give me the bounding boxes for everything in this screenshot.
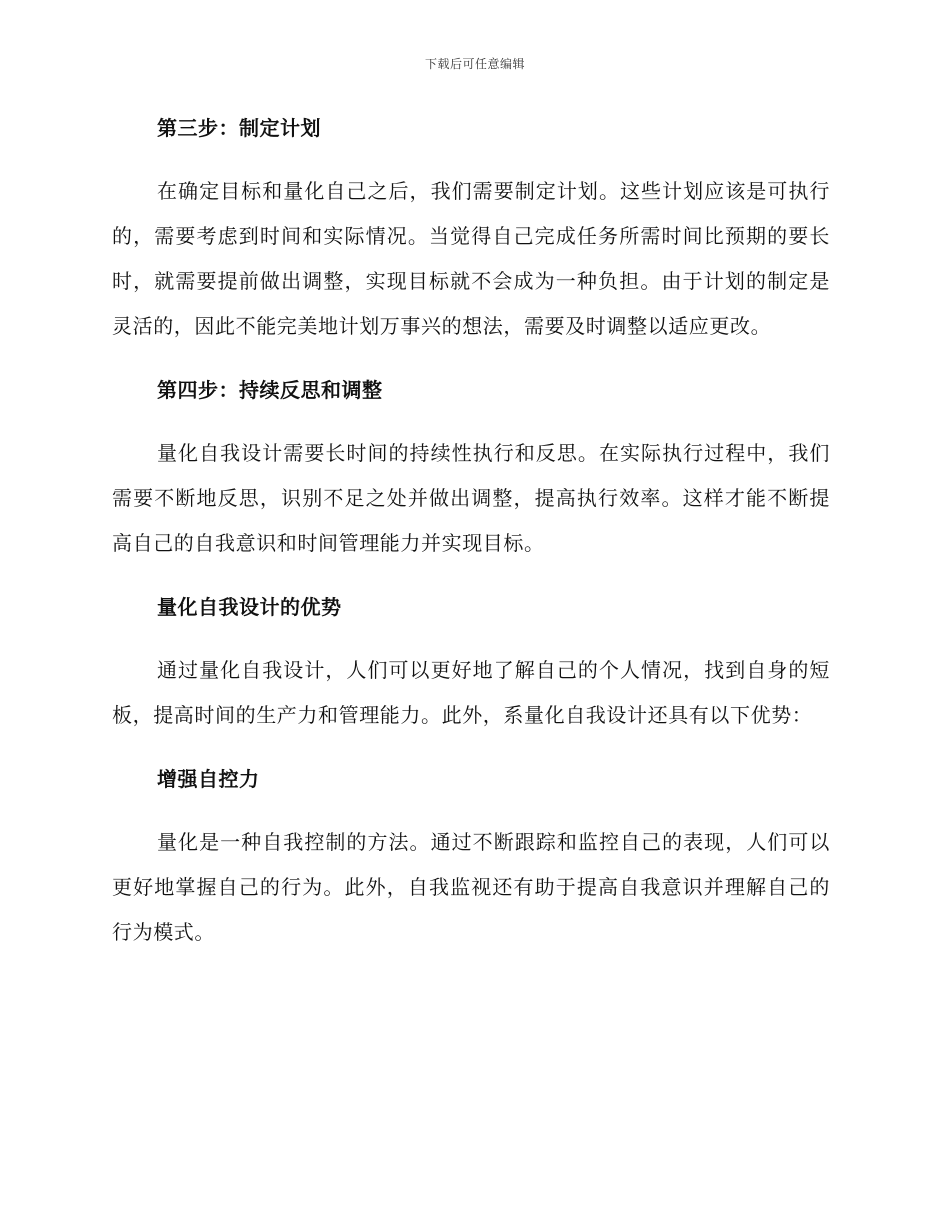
- section-heading-advantages: 量化自我设计的优势: [157, 595, 342, 619]
- page-header-note: 下载后可任意编辑: [424, 57, 525, 71]
- section-heading-step-four: 第四步：持续反思和调整: [157, 378, 383, 402]
- section-heading-self-control: 增强自控力: [157, 767, 260, 791]
- section-paragraph-self-control: 量化是一种自我控制的方法。通过不断跟踪和监控自己的表现，人们可以更好地掌握自己的行为。此外，自我监视还有助于提高自我意识并理解自己的行为模式。: [112, 830, 830, 944]
- document-body: [112, 112, 830, 955]
- section-paragraph-advantages: 通过量化自我设计，人们可以更好地了解自己的个人情况，找到自身的短板，提高时间的生产力和管理能力。此外，系量化自我设计还具有以下优势：: [112, 658, 830, 727]
- section-paragraph-step-three: 在确定目标和量化自己之后，我们需要制定计划。这些计划应该是可执行的，需要考虑到时间和实际情况。当觉得自己完成任务所需时间比预期的要长时，就需要提前做出调整，实现目标就不会成为一种负担。由于计划的制定是灵活的，因此不能完美地计划万事兴的想法，需要及时调整以适应更改。: [112, 179, 830, 338]
- section-paragraph-step-four: 量化自我设计需要长时间的持续性执行和反思。在实际执行过程中，我们需要不断地反思，识别不足之处并做出调整，提高执行效率。这样才能不断提高自己的自我意识和时间管理能力并实现目标。: [112, 441, 830, 555]
- section-heading-step-three: 第三步：制定计划: [157, 116, 321, 140]
